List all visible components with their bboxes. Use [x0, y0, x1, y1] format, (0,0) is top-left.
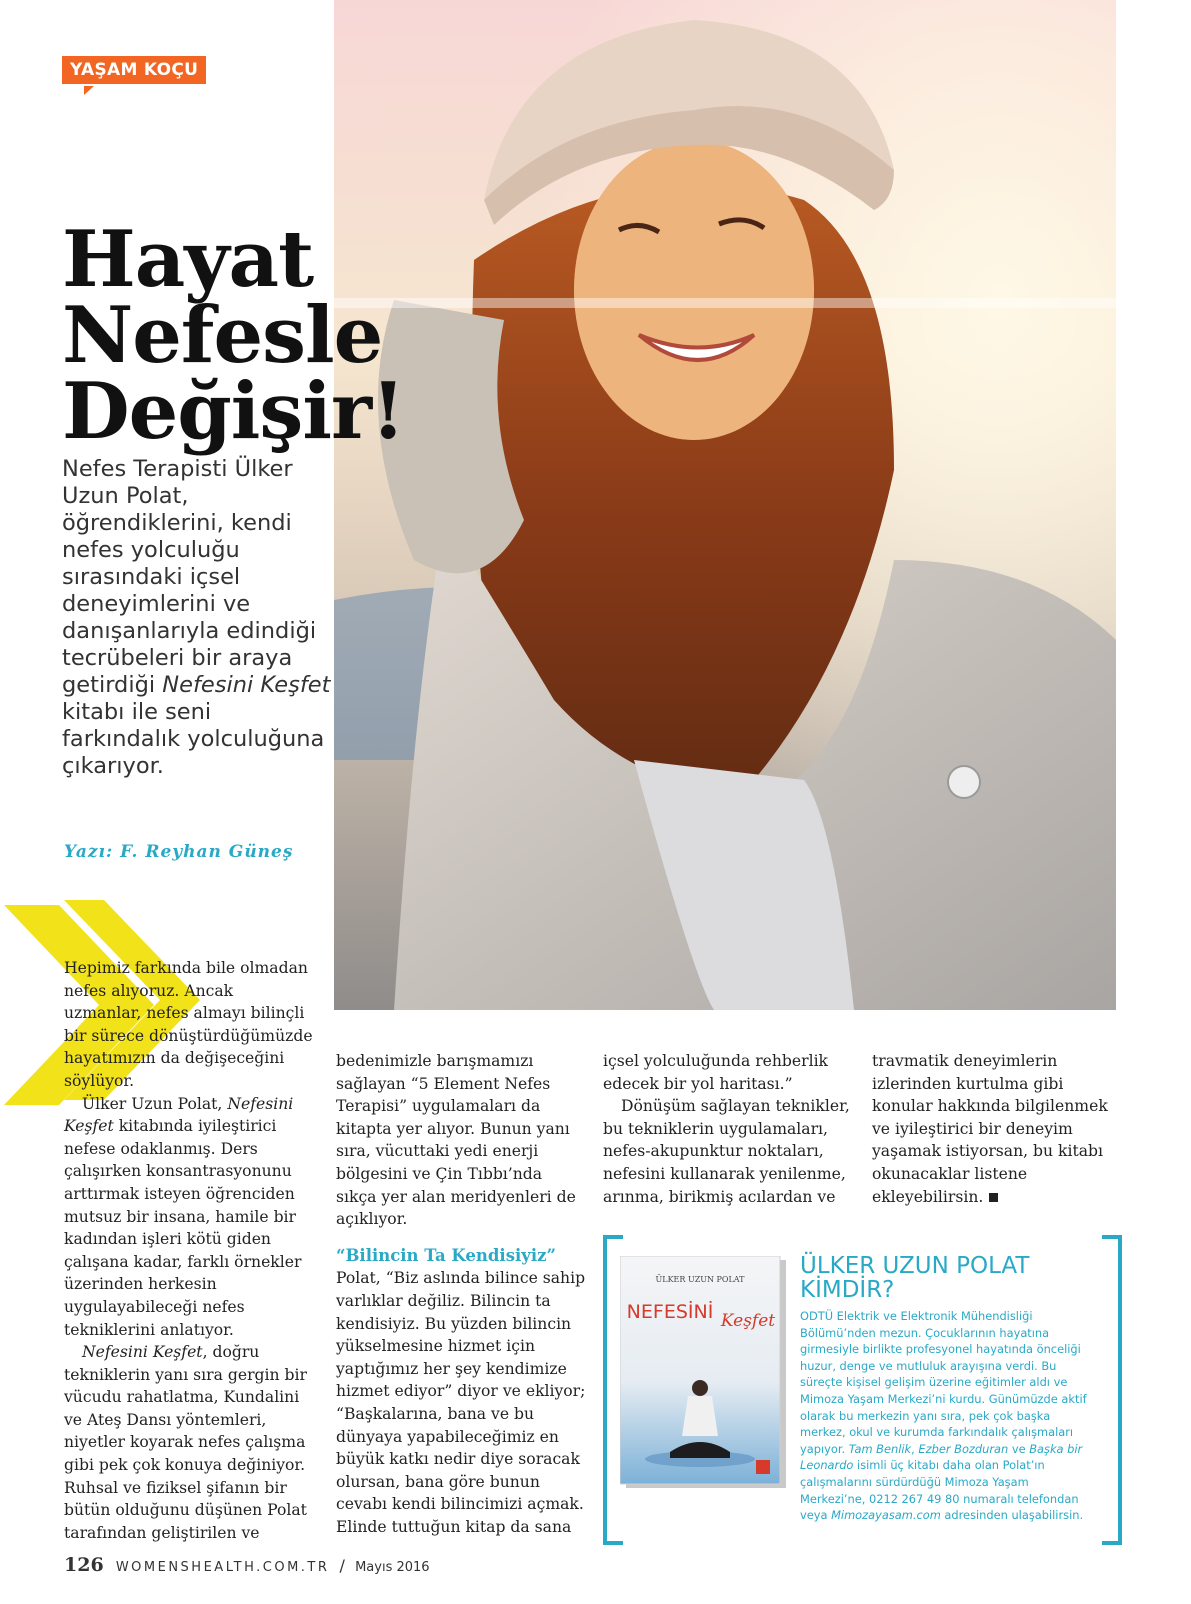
- end-mark-icon: [989, 1193, 998, 1202]
- book-cover: [620, 1256, 790, 1490]
- sidebar-book-2: Ezber Bozduran: [918, 1441, 1009, 1456]
- book-title-script: Keşfet: [720, 1311, 776, 1331]
- article-column-2: [336, 1050, 586, 1538]
- sidebar-title: ÜLKER UZUN POLAT KİMDİR?: [800, 1253, 1030, 1303]
- deck-text-2: kitabı ile seni farkındalık yolculuğuna çıkarıyor.: [62, 699, 325, 779]
- book-title-main: NEFESİNİ: [626, 1301, 714, 1323]
- headline: [62, 214, 462, 457]
- col1-paragraph-1: Hepimiz farkında bile olmadan nefes alıyoruz. Ancak uzmanlar, nefes almayı bilinçli bir sürece dönüştürdüğümüzde hayatımızın da değişeceğini söylüyor.: [64, 959, 313, 1090]
- article-column-4: [872, 1050, 1122, 1208]
- footer-issue: Mayıs 2016: [355, 1560, 430, 1575]
- footer-separator: /: [339, 1556, 345, 1575]
- col1-p3-text: , doğru tekniklerin yanı sıra gergin bir vücudu rahatlatma, Kundalini ve Ateş Dansı yöntemleri, niyetler koyarak nefes çalışma gibi pek çok konuya değiniyor. Ruhsal ve fiziksel şifanın bir bütün olduğunu düşünen Polat tarafından geliştirilen ve: [64, 1343, 307, 1542]
- col3-paragraph-2: Dönüşüm sağlayan teknikler, bu tekniklerin uygulamaları, nefes-akupunktur noktaları, nefesini kullanarak yenilenme, arınma, birikmiş acılardan ve: [603, 1097, 850, 1206]
- sidebar-text: [800, 1308, 1096, 1524]
- deck-book-title: Nefesini Keşfet: [162, 672, 331, 698]
- col1-paragraph-3: [64, 1341, 314, 1544]
- section-tag: YAŞAM KOÇU: [62, 56, 206, 84]
- sidebar-book-1: Tam Benlik: [848, 1441, 912, 1456]
- col2-paragraph-1: bedenimizle barışmamızı sağlayan “5 Element Nefes Terapisi” uygulamaları da kitapta yer alıyor. Bunun yanı sıra, vücuttaki yedi enerji bölgesini ve Çin Tıbbı’nda sıkça yer alan meridyenleri de açıklıyor.: [336, 1052, 576, 1229]
- deck: [62, 456, 332, 780]
- sidebar-comma: ,: [911, 1441, 919, 1456]
- col4-text: travmatik deneyimlerin izlerinden kurtulma gibi konular hakkında bilgilenmek ve iyileştirici bir deneyim yaşamak istiyorsan, bu kitabı okunacaklar listene ekleyebilirsin.: [872, 1052, 1108, 1206]
- page-footer: [64, 1554, 430, 1576]
- col2-paragraph-2: Polat, “Biz aslında bilince sahip varlıklar değiliz. Bilincin ta kendisiyiz. Bu yüzden bilincin yükselmesine hizmet için yaptığımız her şey kendimize hizmet ediyor” diyor ve ekliyor; “Başkalarına, bana ve bu dünyaya yapabileceğimiz en büyük katkı nedir diye soracak olursan, bana göre bunun cevabı kendi bilincimizi açmak. Elinde tuttuğun kitap da sana: [336, 1269, 586, 1536]
- headline-line-2: Nefesle: [62, 290, 383, 381]
- col1-p2-text-2: kitabında iyileştirici nefese odaklanmış. Ders çalışırken konsantrasyonunu arttırmak isteyen öğrenciden mutsuz bir insana, hamile bir kadından işleri kötü giden çalışana kadar, farklı örnekler üzerinden herkesin uygulayabileceği nefes tekniklerini anlatıyor.: [64, 1117, 302, 1339]
- hero-photo-illustration: [334, 0, 1116, 1010]
- sidebar-text-3: adresinden ulaşabilirsin.: [940, 1508, 1084, 1523]
- footer-site: WOMENSHEALTH.COM.TR: [115, 1560, 330, 1575]
- col3-paragraph-1: içsel yolculuğunda rehberlik edecek bir yol haritası.”: [603, 1052, 829, 1093]
- col1-p2-book: Nefesini Keşfet: [64, 1094, 294, 1136]
- headline-line-3: Değişir!: [62, 366, 405, 457]
- subheading: “Bilincin Ta Kendisiyiz”: [336, 1245, 556, 1265]
- book-author: ÜLKER UZUN POLAT: [655, 1275, 745, 1284]
- sidebar-bracket-right: [1102, 1235, 1122, 1545]
- sidebar-book-3: Başka bir Leonardo: [800, 1441, 1083, 1473]
- sidebar-website: Mimozayasam.com: [831, 1508, 941, 1523]
- col4-paragraph-1: [872, 1050, 1122, 1208]
- sidebar-text-2: isimli üç kitabı daha olan Polat’ın çalışmalarını sürdürdüğü Mimoza Yaşam Merkezi’ne, 0212 267 49 80 numaralı telefondan veya: [800, 1458, 1079, 1523]
- col1-p3-book: Nefesini Keşfet: [82, 1343, 203, 1362]
- sidebar-and: ve: [1008, 1441, 1030, 1456]
- section-tag-tail: [84, 86, 94, 95]
- col1-paragraph-2: [64, 1093, 314, 1342]
- headline-line-1: Hayat: [62, 214, 314, 305]
- article-column-3: [603, 1050, 853, 1208]
- byline: Yazı: F. Reyhan Güneş: [64, 842, 294, 862]
- sidebar-text-1: ODTÜ Elektrik ve Elektronik Mühendisliği Bölümü’nden mezun. Çocuklarının hayatına girmesiyle birlikte profesyonel hayatında önceliği huzur, denge ve mutluluk arayışına verdi. Bu süreçte kişisel gelişim üzerine eğitimler aldı ve Mimoza Yaşam Merkezi’ni kurdu. Günümüzde aktif olarak bu merkezin yanı sıra, pek çok başka merkez, okul ve kurumda farkındalık çalışmaları yapıyor.: [800, 1309, 1087, 1456]
- hero-photo: [334, 0, 1116, 1010]
- deck-text-1: Nefes Terapisti Ülker Uzun Polat, öğrendiklerini, kendi nefes yolculuğu sırasındaki içsel deneyimlerini ve danışanlarıyla edindiği tecrübeleri bir araya getirdiği: [62, 456, 317, 698]
- article-column-1: [64, 957, 314, 1544]
- col1-p2-text: Ülker Uzun Polat,: [82, 1094, 228, 1113]
- page-number: 126: [64, 1554, 104, 1576]
